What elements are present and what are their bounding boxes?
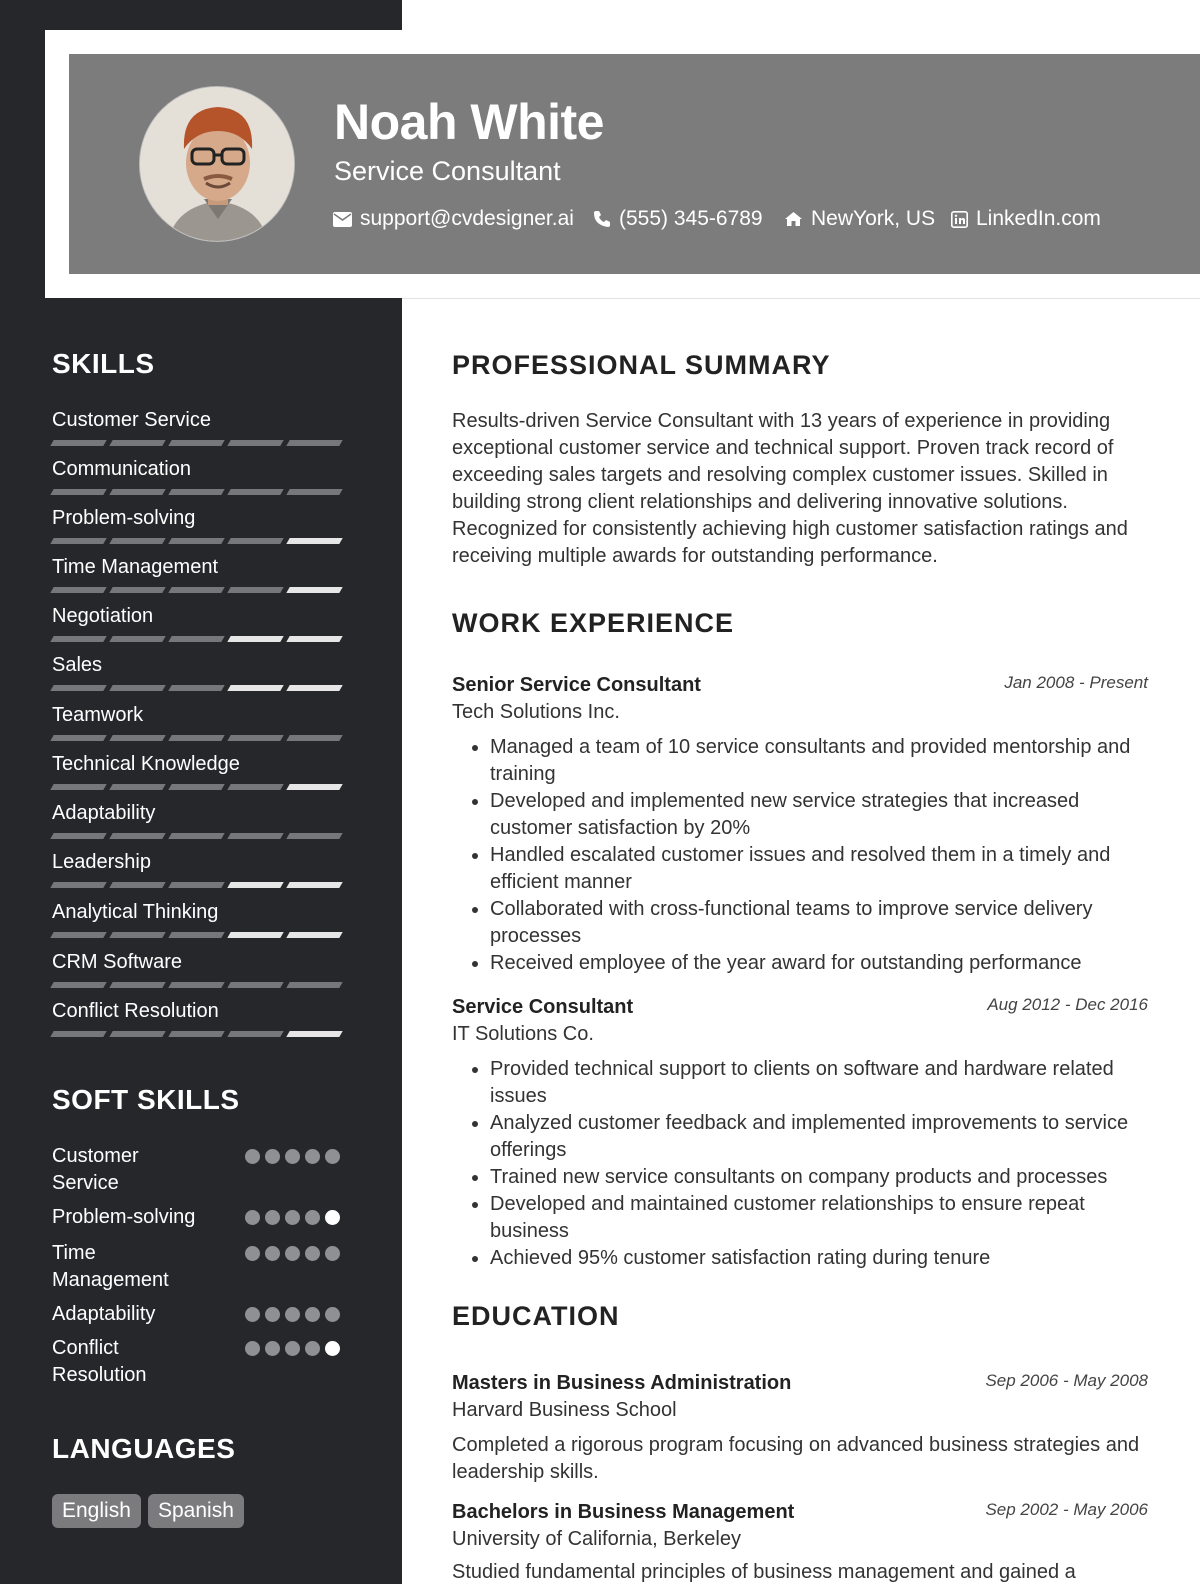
home-icon [784, 211, 803, 227]
school-name: Harvard Business School [452, 1399, 677, 1421]
list-item: • Provided technical support to clients on software and hardware related issues [490, 1056, 1152, 1110]
skill-bar-segment [168, 882, 224, 888]
contact-location[interactable] [784, 207, 935, 231]
rating-dot [305, 1149, 320, 1164]
skill-item [52, 604, 352, 642]
skill-bar-segment [168, 784, 224, 790]
rating-dot [305, 1246, 320, 1261]
skill-rating [52, 932, 352, 938]
skill-item [52, 900, 352, 938]
degree-title: Bachelors in Business Management [452, 1501, 795, 1523]
avatar [139, 86, 295, 242]
list-item: • Trained new service consultants on company products and processes [490, 1164, 1152, 1191]
skill-item [52, 703, 352, 741]
skill-bar-segment [286, 882, 342, 888]
skill-bar-segment [227, 932, 283, 938]
job-dates: Aug 2012 - Dec 2016 [987, 995, 1148, 1014]
job-title: Service Consultant [452, 996, 634, 1018]
skill-item [52, 506, 352, 544]
rating-dot [305, 1210, 320, 1225]
skill-bar-segment [50, 587, 106, 593]
skill-rating [52, 636, 352, 642]
skill-bar-segment [109, 833, 165, 839]
header-divider [402, 298, 1200, 299]
skill-bar-segment [50, 882, 106, 888]
skill-bar-segment [168, 587, 224, 593]
skill-item [52, 457, 352, 495]
job-bullets [452, 734, 1152, 977]
school-name: University of California, Berkeley [452, 1528, 741, 1550]
skill-bar-segment [286, 1031, 342, 1037]
skill-bar-segment [286, 587, 342, 593]
contact-email-text: support@cvdesigner.ai [360, 207, 574, 230]
skill-bar-segment [109, 735, 165, 741]
skill-name: Conflict Resolution [52, 1000, 219, 1022]
soft-skill-rating [245, 1246, 340, 1261]
soft-skill-rating [245, 1210, 340, 1225]
skill-bar-segment [50, 489, 106, 495]
skill-bar-segment [227, 489, 283, 495]
skill-bar-segment [109, 784, 165, 790]
job-bullets [452, 1056, 1152, 1272]
rating-dot [325, 1341, 340, 1356]
skill-item [52, 653, 352, 691]
experience-heading: WORK EXPERIENCE [452, 608, 735, 638]
skill-rating [52, 784, 352, 790]
skill-bar-segment [168, 636, 224, 642]
skill-rating [52, 587, 352, 593]
skill-name: Negotiation [52, 605, 154, 627]
skill-bar-segment [168, 538, 224, 544]
skill-bar-segment [50, 932, 106, 938]
summary-heading: PROFESSIONAL SUMMARY [452, 350, 831, 380]
skill-bar-segment [109, 440, 165, 446]
rating-dot [325, 1307, 340, 1322]
skill-bar-segment [168, 833, 224, 839]
skill-item [52, 999, 352, 1037]
skill-rating [52, 1031, 352, 1037]
skill-bar-segment [109, 932, 165, 938]
languages-heading: LANGUAGES [52, 1433, 236, 1464]
skill-bar-segment [50, 833, 106, 839]
job-company: IT Solutions Co. [452, 1023, 594, 1045]
job-dates: Jan 2008 - Present [1004, 673, 1148, 692]
skill-name: Technical Knowledge [52, 753, 240, 775]
skill-name: Analytical Thinking [52, 901, 219, 923]
soft-skill-rating [245, 1307, 340, 1322]
rating-dot [285, 1210, 300, 1225]
skill-rating [52, 833, 352, 839]
skill-bar-segment [286, 982, 342, 988]
skill-rating [52, 489, 352, 495]
rating-dot [245, 1246, 260, 1261]
skill-bar-segment [50, 784, 106, 790]
soft-skill-name: Conflict Resolution [52, 1337, 147, 1386]
skill-rating [52, 882, 352, 888]
list-item: • Analyzed customer feedback and implemented improvements to service offerings [490, 1110, 1152, 1164]
skill-bar-segment [50, 1031, 106, 1037]
skill-bar-segment [109, 636, 165, 642]
candidate-name: Noah White [334, 94, 604, 150]
skill-bar-segment [227, 538, 283, 544]
contact-phone[interactable] [593, 207, 763, 231]
skill-item [52, 950, 352, 988]
education-description: Studied fundamental principles of business management and gained a [452, 1561, 1076, 1583]
skill-bar-segment [50, 440, 106, 446]
rating-dot [285, 1246, 300, 1261]
list-item: • Developed and maintained customer relationships to ensure repeat business [490, 1191, 1152, 1245]
list-item: • Managed a team of 10 service consultants and provided mentorship and training [490, 734, 1152, 788]
skill-bar-segment [227, 982, 283, 988]
rating-dot [305, 1341, 320, 1356]
skill-name: CRM Software [52, 951, 183, 973]
education-description: Completed a rigorous program focusing on advanced business strategies and leadership skills. [452, 1434, 1140, 1483]
skills-heading: SKILLS [52, 348, 155, 379]
contact-linkedin[interactable] [951, 207, 1101, 231]
skill-name: Teamwork [52, 704, 144, 726]
skill-bar-segment [286, 932, 342, 938]
contact-email[interactable] [333, 207, 574, 231]
skill-item [52, 801, 352, 839]
skill-bar-segment [286, 440, 342, 446]
rating-dot [265, 1210, 280, 1225]
skill-bar-segment [109, 587, 165, 593]
soft-skill-name: Problem-solving [52, 1206, 196, 1228]
summary-text: Results-driven Service Consultant with 13 years of experience in providing exceptional customer service and technical support. Proven track record of exceeding sales targets and resolving complex customer issues. Skilled in building strong client relationships and delivering innovative solutions. Recognized for consistently achieving high customer satisfaction ratings and receiving multiple awards for outstanding performance. [452, 410, 1128, 567]
skill-bar-segment [109, 1031, 165, 1037]
soft-skill-rating [245, 1149, 340, 1164]
skill-bar-segment [168, 489, 224, 495]
skill-rating [52, 735, 352, 741]
skill-rating [52, 982, 352, 988]
soft-skills-heading: SOFT SKILLS [52, 1084, 240, 1115]
degree-title: Masters in Business Administration [452, 1372, 792, 1394]
rating-dot [285, 1341, 300, 1356]
skill-bar-segment [50, 538, 106, 544]
contact-linkedin-text: LinkedIn.com [976, 207, 1101, 230]
skill-bar-segment [227, 440, 283, 446]
soft-skill-rating [245, 1341, 340, 1356]
envelope-icon [333, 212, 352, 227]
skill-bar-segment [286, 735, 342, 741]
skill-bar-segment [286, 833, 342, 839]
skill-bar-segment [50, 636, 106, 642]
education-heading: EDUCATION [452, 1301, 620, 1331]
skill-bar-segment [50, 685, 106, 691]
education-dates: Sep 2002 - May 2006 [985, 1500, 1148, 1519]
skill-bar-segment [286, 538, 342, 544]
rating-dot [245, 1210, 260, 1225]
skill-bar-segment [286, 636, 342, 642]
skill-bar-segment [227, 882, 283, 888]
rating-dot [245, 1149, 260, 1164]
skill-bar-segment [109, 982, 165, 988]
rating-dot [305, 1307, 320, 1322]
skill-bar-segment [227, 735, 283, 741]
skill-bar-segment [227, 784, 283, 790]
rating-dot [285, 1307, 300, 1322]
skill-bar-segment [50, 982, 106, 988]
rating-dot [265, 1149, 280, 1164]
skill-bar-segment [227, 636, 283, 642]
skill-bar-segment [227, 1031, 283, 1037]
list-item: • Achieved 95% customer satisfaction rating during tenure [490, 1245, 1152, 1272]
skill-name: Adaptability [52, 802, 156, 824]
education-dates: Sep 2006 - May 2008 [985, 1371, 1148, 1390]
soft-skill-name: Time Management [52, 1242, 169, 1291]
skill-rating [52, 440, 352, 446]
skill-bar-segment [286, 685, 342, 691]
language-tag: Spanish [148, 1494, 244, 1528]
skill-bar-segment [286, 784, 342, 790]
job-company: Tech Solutions Inc. [452, 701, 620, 723]
skill-name: Customer Service [52, 409, 211, 431]
skill-bar-segment [50, 735, 106, 741]
skill-bar-segment [168, 1031, 224, 1037]
skill-name: Communication [52, 458, 191, 480]
soft-skill-name: Adaptability [52, 1303, 156, 1325]
skill-item [52, 408, 352, 446]
skill-name: Time Management [52, 556, 218, 578]
skill-bar-segment [109, 685, 165, 691]
skill-bar-segment [109, 538, 165, 544]
list-item: • Received employee of the year award for outstanding performance [490, 950, 1152, 977]
skill-item [52, 752, 352, 790]
skill-item [52, 555, 352, 593]
skill-bar-segment [168, 932, 224, 938]
rating-dot [265, 1246, 280, 1261]
skill-item [52, 850, 352, 888]
skill-bar-segment [227, 833, 283, 839]
rating-dot [245, 1307, 260, 1322]
job-title: Senior Service Consultant [452, 674, 701, 696]
soft-skill-name: Customer Service [52, 1145, 139, 1194]
skill-bar-segment [109, 489, 165, 495]
skill-bar-segment [109, 882, 165, 888]
skill-name: Leadership [52, 851, 151, 873]
skill-bar-segment [227, 587, 283, 593]
skill-bar-segment [286, 489, 342, 495]
candidate-title: Service Consultant [334, 156, 561, 186]
linkedin-icon [951, 211, 968, 228]
list-item: • Developed and implemented new service strategies that increased customer satisfaction by 20% [490, 788, 1152, 842]
rating-dot [245, 1341, 260, 1356]
rating-dot [265, 1341, 280, 1356]
skill-name: Problem-solving [52, 507, 196, 529]
contact-phone-text: (555) 345-6789 [619, 207, 763, 230]
rating-dot [265, 1307, 280, 1322]
language-tag: English [52, 1494, 141, 1528]
contact-location-text: NewYork, US [811, 207, 936, 230]
skill-bar-segment [168, 735, 224, 741]
skill-bar-segment [168, 685, 224, 691]
rating-dot [325, 1149, 340, 1164]
skill-rating [52, 538, 352, 544]
skill-name: Sales [52, 654, 103, 676]
skill-bar-segment [227, 685, 283, 691]
rating-dot [325, 1210, 340, 1225]
rating-dot [325, 1246, 340, 1261]
list-item: • Handled escalated customer issues and resolved them in a timely and efficient manner [490, 842, 1152, 896]
list-item: • Collaborated with cross-functional teams to improve service delivery processes [490, 896, 1152, 950]
rating-dot [285, 1149, 300, 1164]
skill-bar-segment [168, 440, 224, 446]
skill-rating [52, 685, 352, 691]
phone-icon [593, 210, 611, 228]
skill-bar-segment [168, 982, 224, 988]
